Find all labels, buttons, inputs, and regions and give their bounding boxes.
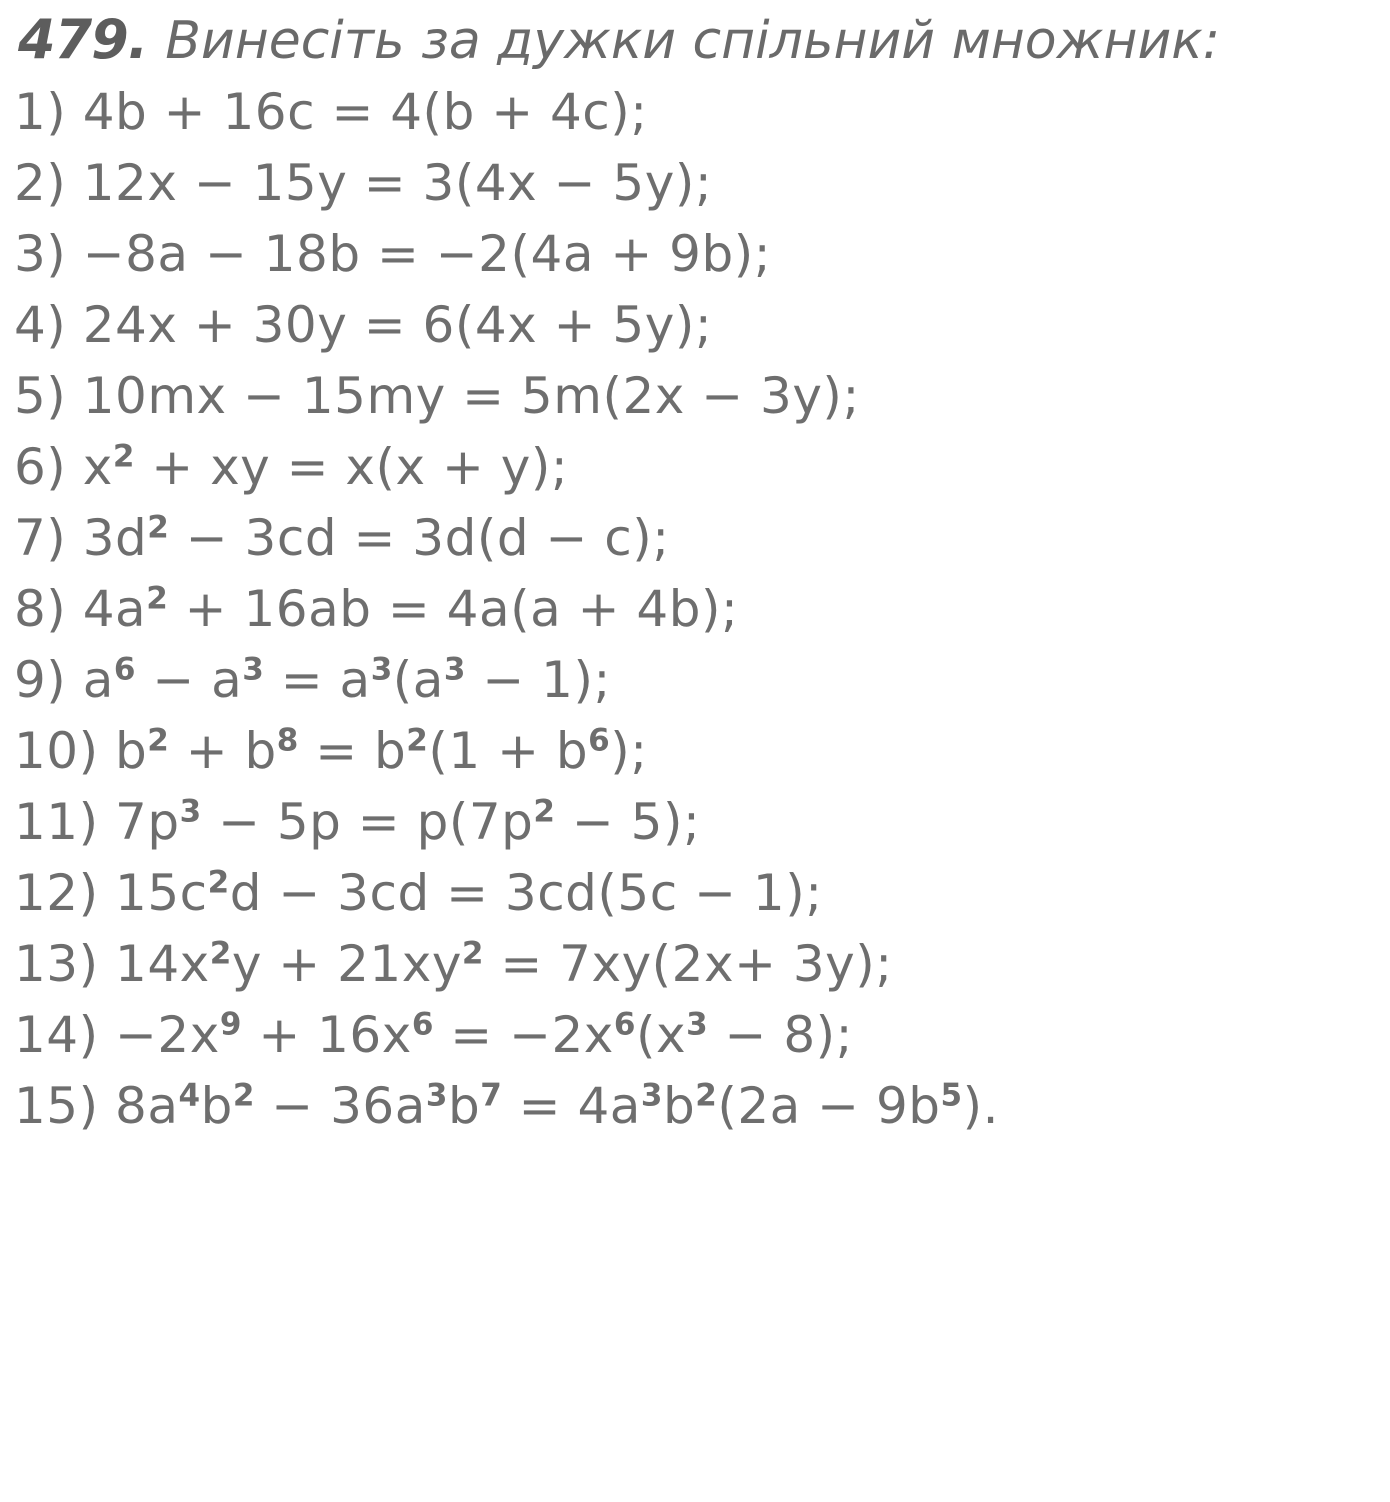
exercise-item-expression: $15c^2d - 3cd = 3cd(5c - 1)$; bbox=[98, 864, 823, 922]
exercise-item-label: 15) bbox=[14, 1077, 99, 1135]
exercise-item-expression: $b^2 + b^8 = b^2(1 + b^6)$; bbox=[98, 722, 648, 780]
exercise-item-label: 6) bbox=[14, 438, 67, 496]
exercise-item bbox=[14, 77, 1390, 148]
exercise-item-label: 8) bbox=[14, 580, 67, 638]
exercise-item-expression: $4a^2 + 16ab = 4a(a + 4b)$; bbox=[66, 580, 739, 638]
exercise-item bbox=[14, 432, 1390, 503]
exercise-item-expression: 24x + 30y = 6(4x + 5y); bbox=[66, 296, 713, 354]
exercise-item-label: 12) bbox=[14, 864, 99, 922]
exercise-item bbox=[14, 1071, 1390, 1142]
exercise-heading bbox=[0, 0, 1390, 75]
exercise-item bbox=[14, 858, 1390, 929]
exercise-item bbox=[14, 574, 1390, 645]
exercise-item-expression: 12x − 15y = 3(4x − 5y); bbox=[66, 154, 713, 212]
exercise-item bbox=[14, 503, 1390, 574]
exercise-item-label: 10) bbox=[14, 722, 99, 780]
exercise-title: Винесіть за дужки спільний множник: bbox=[165, 11, 1221, 71]
exercise-number: 479. bbox=[18, 8, 148, 71]
exercise-item-label: 3) bbox=[14, 225, 67, 283]
exercise-item bbox=[14, 645, 1390, 716]
exercise-item-expression: $8a^4b^2 - 36a^3b^7 = 4a^3b^2(2a - 9b^5)$. bbox=[98, 1077, 999, 1135]
exercise-item bbox=[14, 219, 1390, 290]
exercise-item-expression: $-2x^9 + 16x^6 = -2x^6(x^3 - 8)$; bbox=[98, 1006, 854, 1064]
exercise-item-expression: 10mx − 15my = 5m(2x − 3y); bbox=[66, 367, 860, 425]
exercise-item-expression: $3d^2 - 3cd = 3d(d - c)$; bbox=[66, 509, 670, 567]
exercise-item-label: 14) bbox=[14, 1006, 99, 1064]
exercise-item bbox=[14, 1000, 1390, 1071]
exercise-item-expression: $a^6 - a^3 = a^3(a^3 - 1)$; bbox=[66, 651, 611, 709]
exercise-item-label: 7) bbox=[14, 509, 67, 567]
exercise-item-label: 9) bbox=[14, 651, 67, 709]
exercise-item bbox=[14, 929, 1390, 1000]
exercise-item-label: 11) bbox=[14, 793, 99, 851]
exercise-items-list bbox=[0, 75, 1390, 1142]
exercise-item-expression: $7p^3 - 5p = p(7p^2 - 5)$; bbox=[98, 793, 701, 851]
exercise-item bbox=[14, 716, 1390, 787]
exercise-item bbox=[14, 148, 1390, 219]
exercise-item bbox=[14, 787, 1390, 858]
exercise-item-label: 5) bbox=[14, 367, 67, 425]
exercise-item-label: 4) bbox=[14, 296, 67, 354]
exercise-item-expression: $x^2$ + xy = x(x + y); bbox=[66, 438, 569, 496]
exercise-item-label: 13) bbox=[14, 935, 99, 993]
exercise-item bbox=[14, 361, 1390, 432]
exercise-item-label: 1) bbox=[14, 83, 67, 141]
exercise-item bbox=[14, 290, 1390, 361]
exercise-item-expression: 4b + 16c = 4(b + 4c); bbox=[66, 83, 648, 141]
exercise-item-label: 2) bbox=[14, 154, 67, 212]
exercise-item-expression: $14x^2y + 21xy^2 = 7xy(2x+ 3y)$; bbox=[98, 935, 893, 993]
exercise-item-expression: −8a − 18b = −2(4a + 9b); bbox=[66, 225, 772, 283]
